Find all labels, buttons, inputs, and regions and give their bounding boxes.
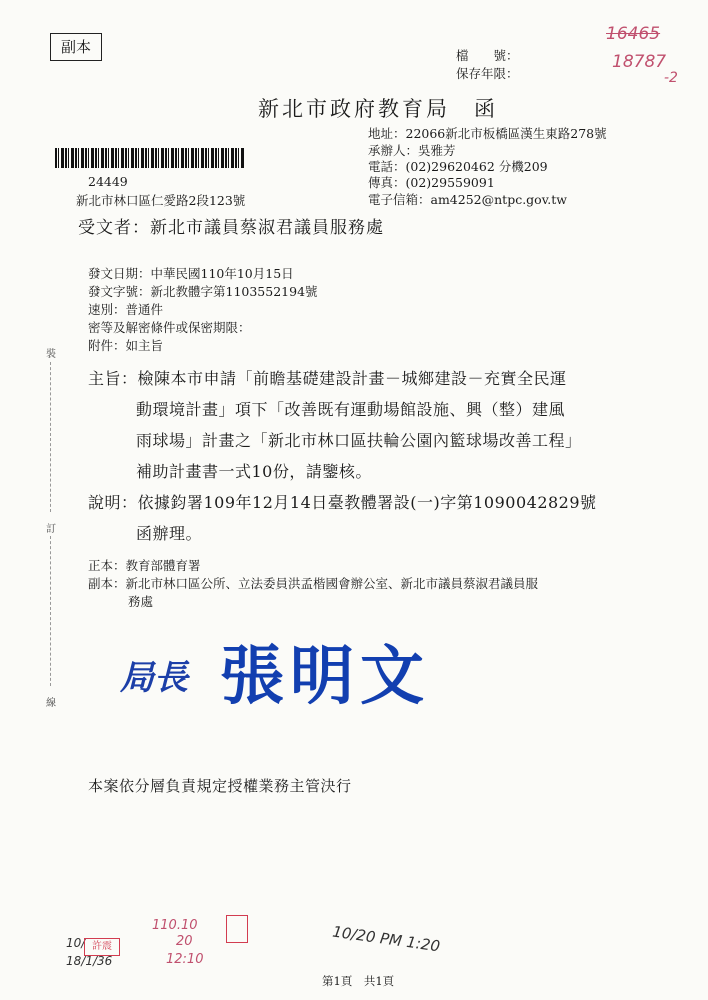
agency-handler: 承辦人：吳雅芳	[368, 143, 456, 158]
file-number-label: 檔 號：	[456, 48, 519, 63]
agency-address: 地址：22066新北市板橋區漢生東路278號	[368, 126, 607, 141]
explanation-line-2: 函辦理。	[136, 524, 203, 543]
handwritten-number-2: 18787	[612, 52, 667, 72]
reviewer-stamp: 許震	[84, 938, 120, 956]
subject-line-2: 動環境計畫」項下「改善既有運動場館設施、興（整）建風	[136, 400, 566, 419]
binding-mark-3: 線	[46, 698, 56, 709]
confidentiality: 密等及解密條件或保密期限：	[88, 320, 251, 335]
binding-mark-2: 訂	[46, 524, 56, 535]
signature-name: 張明文	[220, 639, 430, 714]
agency-phone: 電話：(02)29620462 分機209	[368, 159, 548, 174]
subject-line-4: 補助計畫書一式10份，請鑒核。	[136, 462, 372, 481]
binding-line	[50, 536, 52, 686]
barcode	[55, 148, 245, 168]
agency-email: 電子信箱：am4252@ntpc.gov.tw	[368, 192, 567, 207]
recipient: 受文者：新北市議員蔡淑君議員服務處	[78, 218, 384, 238]
binding-mark-1: 裝	[46, 349, 56, 360]
handwriting-middle-3: 12:10	[166, 952, 204, 967]
handwriting-left-1: 10/	[66, 936, 86, 950]
document-number: 發文字號：新北教體字第1103552194號	[88, 284, 318, 299]
urgency: 速別：普通件	[88, 302, 164, 317]
handwriting-middle-2: 20	[176, 934, 193, 949]
subject-line-1: 主旨：檢陳本市申請「前瞻基礎建設計畫－城鄉建設－充實全民運	[88, 369, 567, 388]
issue-date: 發文日期：中華民國110年10月15日	[88, 266, 294, 281]
postal-code: 24449	[88, 174, 128, 189]
binding-line	[50, 362, 52, 512]
delegation-note: 本案依分層負責規定授權業務主管決行	[88, 777, 352, 795]
page-footer: 第1頁 共1頁	[322, 974, 395, 988]
retention-label: 保存年限：	[456, 66, 519, 81]
document-title: 新北市政府教育局 函	[258, 97, 498, 121]
handwriting-left-2: 18/1/36	[66, 954, 113, 968]
subject-line-3: 雨球場」計畫之「新北市林口區扶輪公園內籃球場改善工程」	[136, 431, 582, 450]
original-copy: 正本：教育部體育署	[88, 558, 201, 573]
handwriting-right: 10/20 PM 1:20	[331, 922, 442, 956]
small-stamp	[226, 915, 248, 943]
cc-line-1: 副本：新北市林口區公所、立法委員洪孟楷國會辦公室、新北市議員蔡淑君議員服	[88, 576, 539, 591]
signature-stamp	[120, 625, 450, 725]
signature-title: 局長	[120, 658, 188, 698]
explanation-line-1: 說明：依據鈞署109年12月14日臺教體署設(一)字第1090042829號	[88, 493, 597, 512]
cc-line-2: 務處	[128, 594, 154, 609]
recipient-address: 新北市林口區仁愛路2段123號	[76, 193, 246, 208]
handwritten-number-1: 16465	[606, 24, 661, 44]
attachment: 附件：如主旨	[88, 338, 164, 353]
agency-fax: 傳真：(02)29559091	[368, 175, 495, 190]
handwriting-middle-1: 110.10	[152, 918, 198, 933]
copy-label: 副本	[50, 33, 102, 61]
handwritten-number-3: -2	[664, 70, 678, 86]
